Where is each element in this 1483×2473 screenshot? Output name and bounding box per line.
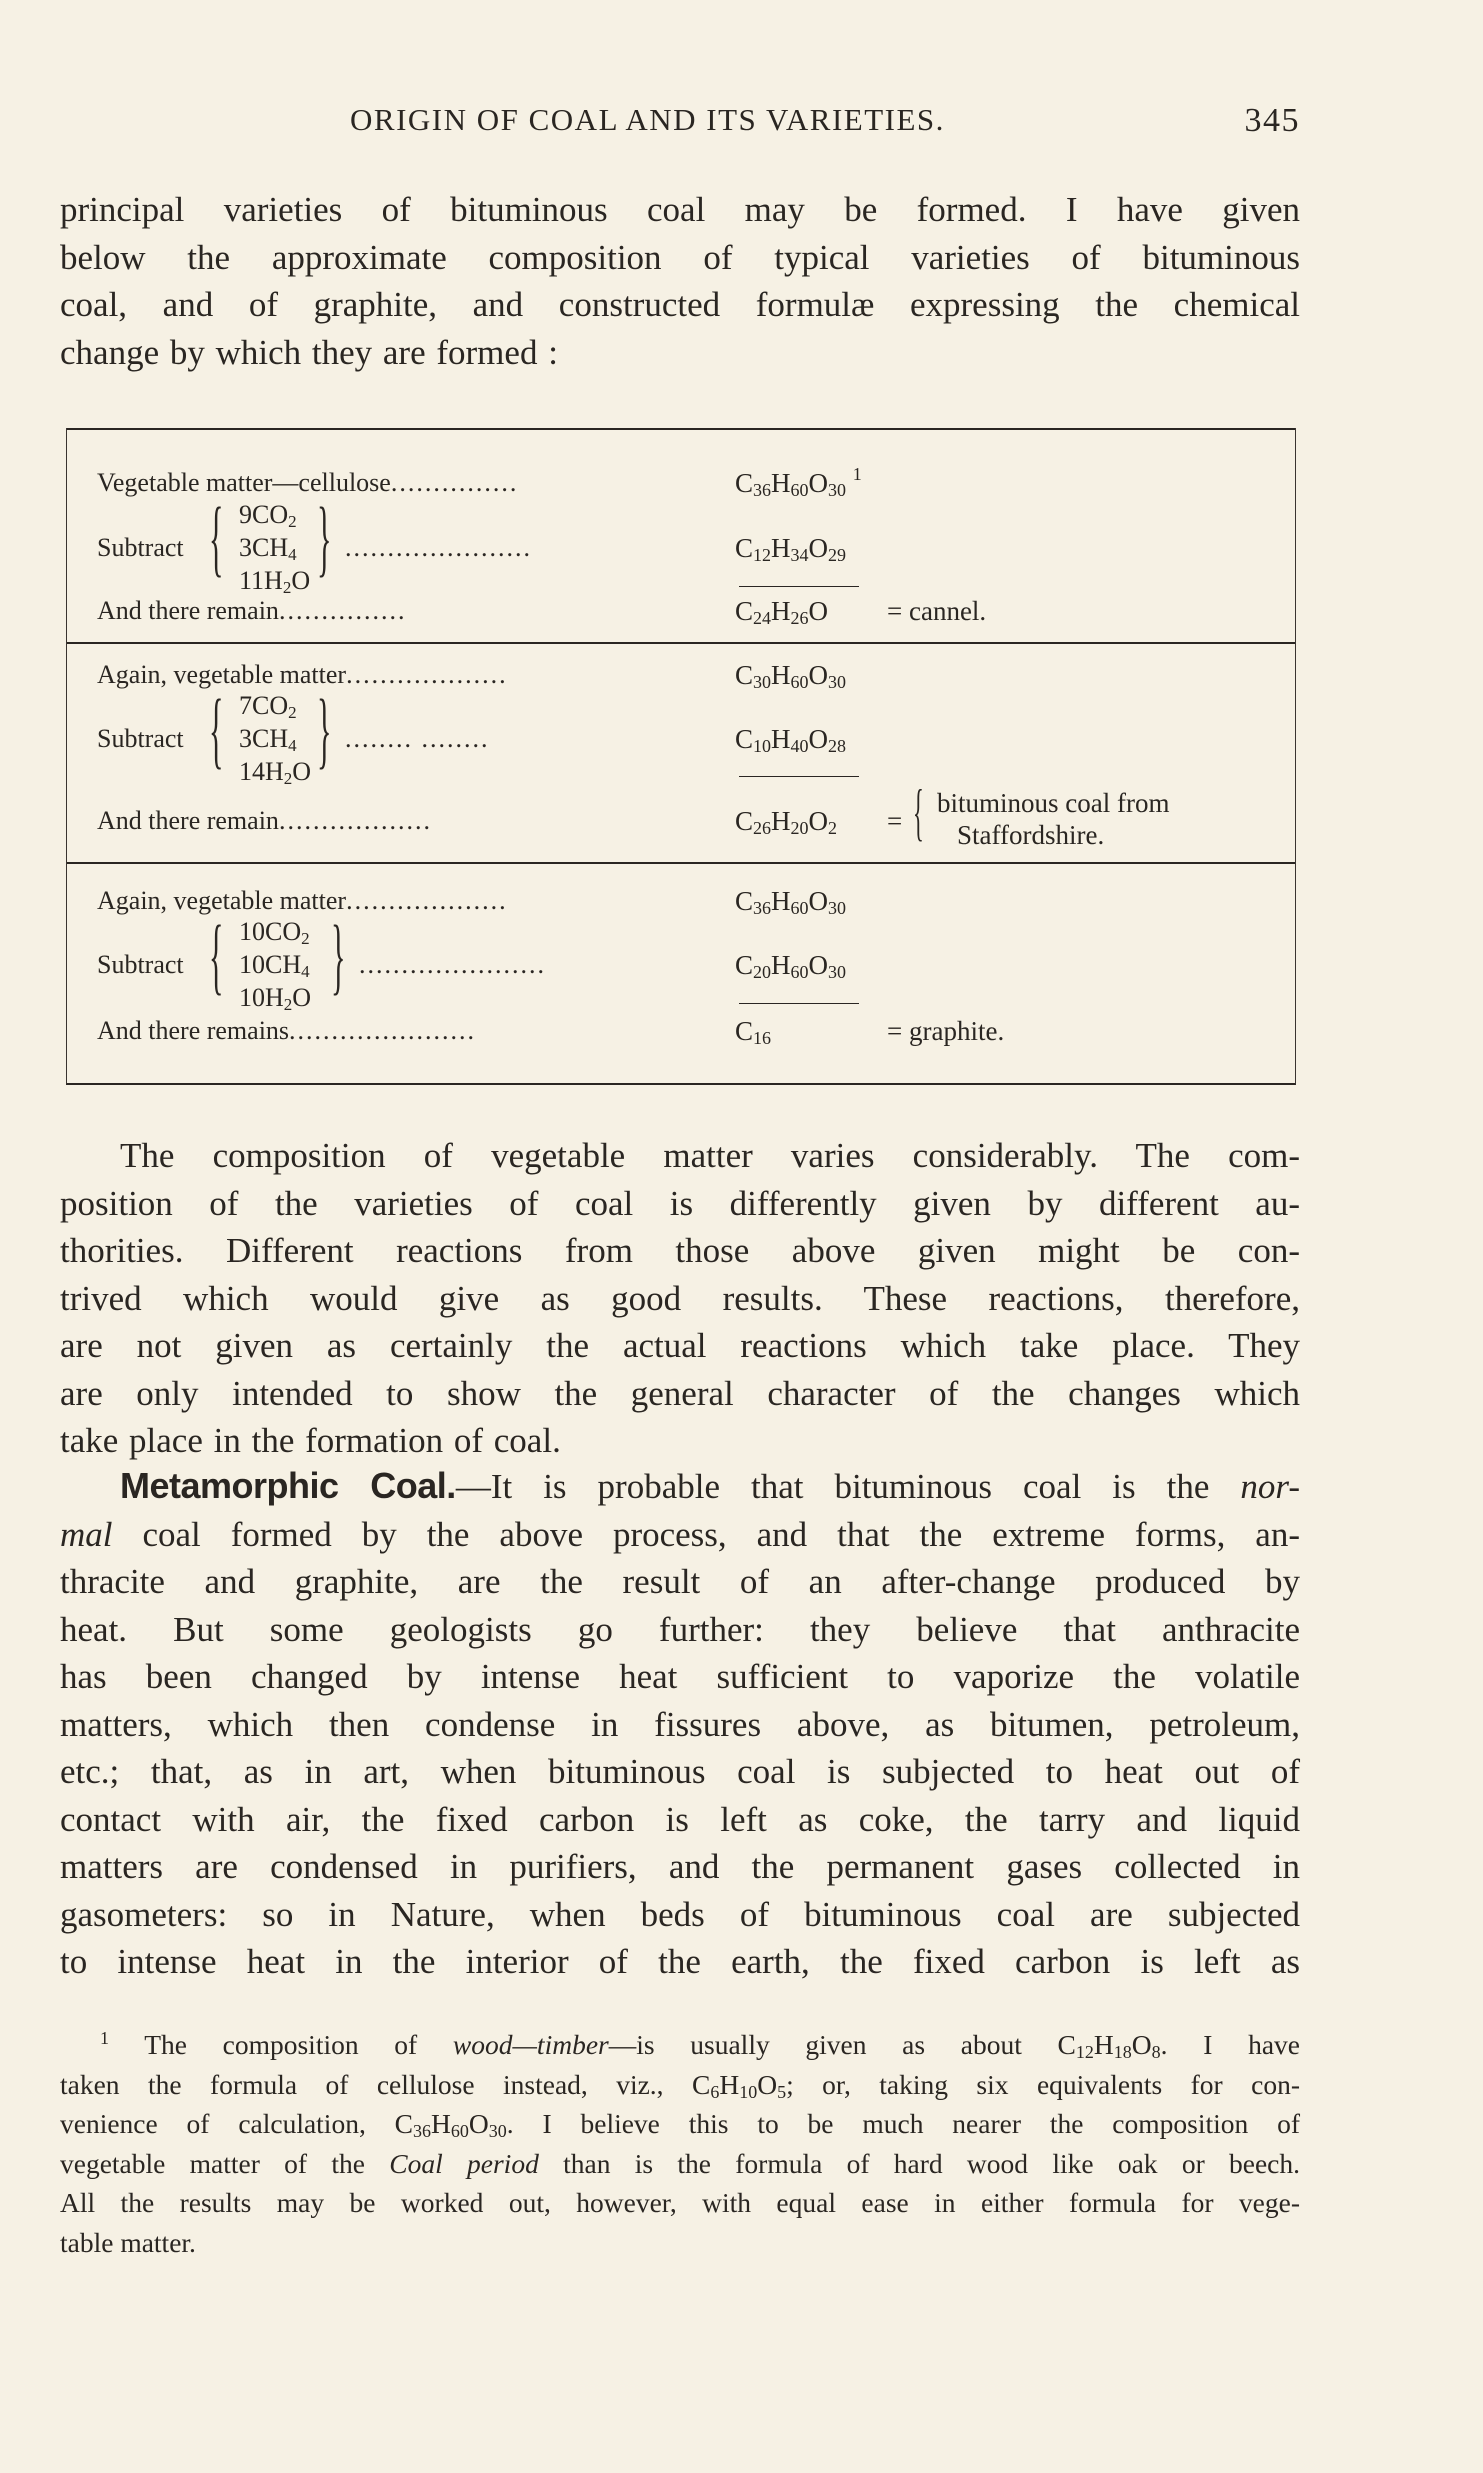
leader-dots: ...................... [345,533,532,562]
footnote-line: venience of calculation, $C_{36}H_{60}O_{30}$. I believe this to be much nearer the composition of [60,2108,1300,2141]
composition-paragraph [60,1132,1300,1465]
section-3-source-row: Again, vegetable matter................... [97,886,508,915]
section-3-result: = graphite. [887,1016,1005,1046]
subtraction-rule [739,586,859,587]
page-number: 345 [1244,102,1300,139]
leader-dots: ........ ........ [345,724,490,753]
section-1-label: Vegetable matter—cellulose [97,468,391,497]
section-3-subtract-label: Subtract [97,950,184,979]
subtraction-rule [739,776,859,777]
running-head-title: ORIGIN OF COAL AND ITS VARIETIES. [350,102,945,137]
right-brace-icon: } [331,907,346,1003]
section-1-result: = cannel. [887,596,987,626]
section-1-formula: $C_{36}H_{60}O_{30}$ $^1$ [735,464,862,500]
right-brace-icon: } [317,681,332,777]
section-1-source-row [97,468,518,498]
left-brace-icon: { [209,681,224,777]
reaction-table [66,428,1296,1085]
section-2-subtract-label: Subtract [97,724,184,753]
footnote [60,2025,1300,2262]
section-run-in-heading: Metamorphic Coal. [120,1465,456,1506]
section-1-subtract-item: $3CH_4$ [239,533,297,564]
text-line: trived which would give as good results. These reactions, therefore, [60,1278,1300,1318]
left-brace-icon: { [209,489,224,585]
section-2-result-line: bituminous coal from [937,788,1170,818]
metamorphic-coal-paragraph [60,1462,1300,1986]
section-2-subtract-item: $7CO_2$ [239,691,297,722]
section-2-source-row: Again, vegetable matter................... [97,660,508,689]
footnote-line: All the results may be worked out, however, with equal ease in either formula for vege- [60,2187,1300,2218]
text-line: heat. But some geologists go further: they believe that anthracite [60,1609,1300,1649]
text-line: etc.; that, as in art, when bituminous coal is subjected to heat out of [60,1752,1300,1791]
section-1-remain-row: And there remain............... [97,596,407,625]
right-brace-icon: } [317,489,332,585]
text-line: thracite and graphite, are the result of an after-change produced by [60,1562,1300,1601]
section-2-result-eq: = [887,806,903,836]
text-line: principal varieties of bituminous coal may be formed. I have given [60,190,1300,229]
text-line: matters, which then condense in fissures above, as bitumen, petroleum, [60,1704,1300,1744]
text-line: matters are condensed in purifiers, and the permanent gases collected in [60,1847,1300,1886]
section-3-remain-formula: $C_{16}$ [735,1016,772,1048]
section-3-subtract-item: $10CO_2$ [239,917,310,948]
intro-paragraph [60,186,1300,376]
section-2-remain-formula: $C_{26}H_{20}O_2$ [735,806,838,838]
section-3-subtract-item: $10CH_4$ [239,950,310,981]
footnote-line: vegetable matter of the Coal period than is the formula of hard wood like oak or beech. [60,2147,1301,2179]
section-1-subtract-item: $9CO_2$ [239,500,297,531]
text-line: are not given as certainly the actual reactions which take place. They [60,1326,1300,1365]
text-line: Metamorphic Coal.—It is probable that bituminous coal is the nor- [120,1465,1300,1506]
text-line: mal coal formed by the above process, and that the extreme forms, an- [60,1514,1300,1554]
text-line: position of the varieties of coal is differently given by different au- [60,1183,1300,1223]
section-divider [67,642,1295,644]
section-2-subtract-formula: $C_{10}H_{40}O_{28}$ [735,724,847,756]
section-2-subtract-item: $3CH_4$ [239,724,297,755]
section-2-formula: $C_{30}H_{60}O_{30}$ [735,660,847,692]
text-line: contact with air, the fixed carbon is left as coke, the tarry and liquid [60,1799,1300,1839]
text-line: to intense heat in the interior of the earth, the fixed carbon is left as [60,1942,1300,1981]
text-line: gasometers: so in Nature, when beds of bituminous coal are subjected [60,1894,1300,1934]
footnote-line: $^1$ The composition of wood—timber—is usually given as about $C_{12}H_{18}O_8$. I have [100,2028,1300,2062]
section-1-subtract-item: $11H_2O$ [239,566,311,597]
section-divider [67,862,1295,864]
text-line: thorities. Different reactions from those above given might be con- [60,1231,1300,1270]
text-line: has been changed by intense heat sufficient to vaporize the volatile [60,1657,1300,1696]
section-2-subtract-item: $14H_2O$ [239,757,312,788]
section-3-subtract-formula: $C_{20}H_{60}O_{30}$ [735,950,847,982]
section-3-subtract-item: $10H_2O$ [239,983,312,1014]
text-line: The composition of vegetable matter varies considerably. The com- [120,1136,1300,1175]
section-2-result-line: Staffordshire. [957,820,1105,850]
footnote-line: taken the formula of cellulose instead, viz., $C_6H_{10}O_5$; or, taking six equivalents for con- [60,2068,1300,2102]
table-top-rule [67,428,1295,430]
text-line: below the approximate composition of typical varieties of bituminous [60,237,1300,277]
text-line: change by which they are formed : [60,332,558,372]
footnote-mark: 1 [100,2028,109,2048]
section-3-formula: $C_{36}H_{60}O_{30}$ [735,886,847,918]
subtraction-rule [739,1003,859,1004]
section-1-subtract-label: Subtract [97,533,184,562]
text-line: are only intended to show the general character of the changes which [60,1373,1300,1413]
section-3-remain-row: And there remains...................... [97,1016,477,1045]
section-1-subtract-formula: $C_{12}H_{34}O_{29}$ [735,533,847,565]
text-line: take place in the formation of coal. [60,1421,561,1460]
leader-dots: ...................... [359,950,546,979]
section-2-remain-row: And there remain.................. [97,806,432,835]
left-brace-icon: { [913,776,924,847]
text-line: coal, and of graphite, and constructed formulæ expressing the chemical [60,285,1300,324]
section-1-remain-formula: $C_{24}H_{26}O$ [735,596,829,628]
footnote-line: table matter. [60,2226,196,2258]
left-brace-icon: { [209,907,224,1003]
footnote-mark: 1 [852,464,862,484]
leader-dots: ............... [390,468,519,497]
